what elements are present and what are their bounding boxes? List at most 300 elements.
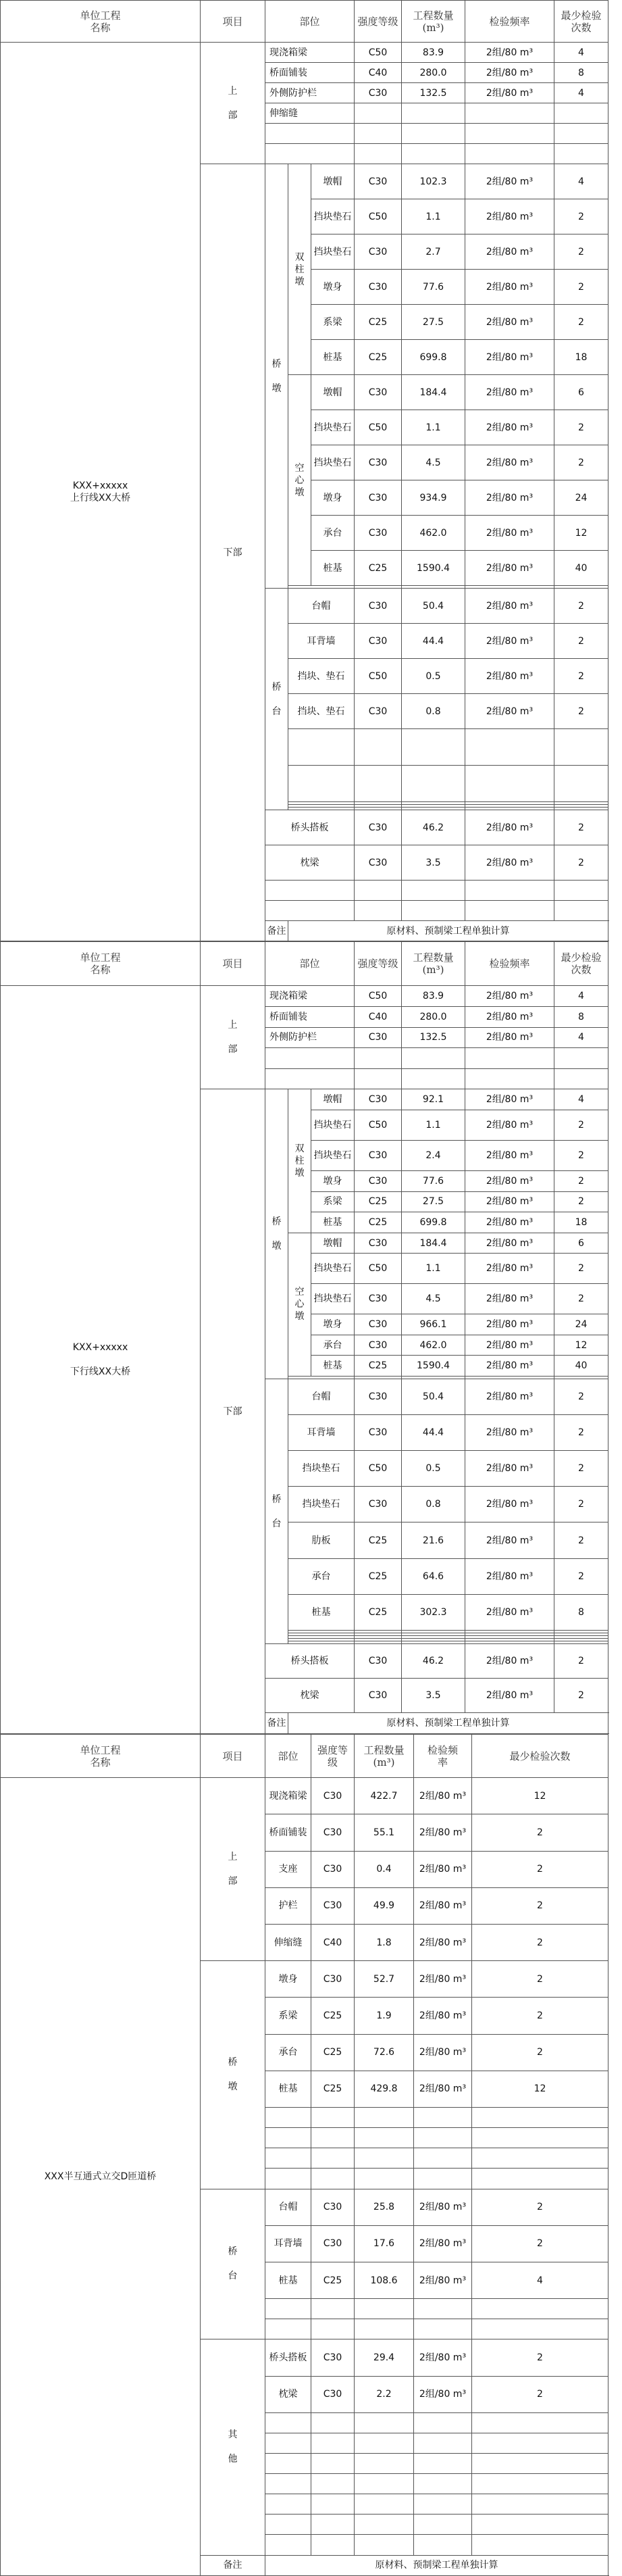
section-lower: 下部 <box>201 164 265 941</box>
min-cell: 2 <box>554 1170 608 1191</box>
qty-cell: 44.4 <box>402 624 465 659</box>
grade-cell: C40 <box>355 63 402 83</box>
min-cell: 2 <box>554 1522 608 1558</box>
section-upper: 上 部 <box>201 43 265 164</box>
freq-cell: 2组/80 m³ <box>465 1140 554 1170</box>
part-cell: 系梁 <box>265 1998 311 2034</box>
empty-cell <box>402 1048 465 1069</box>
qty-cell: 184.4 <box>402 375 465 410</box>
qty-cell: 55.1 <box>355 1814 414 1851</box>
freq-cell: 2组/80 m³ <box>414 2376 472 2412</box>
min-cell: 2 <box>472 2034 608 2071</box>
min-cell: 2 <box>472 1961 608 1998</box>
qty-cell: 77.6 <box>402 1170 465 1191</box>
min-cell: 2 <box>554 234 608 270</box>
min-cell: 2 <box>554 1191 608 1212</box>
grade-cell: C50 <box>355 659 402 694</box>
empty-cell <box>465 1068 554 1089</box>
qty-cell: 0.8 <box>402 1487 465 1522</box>
qty-cell: 0.5 <box>402 659 465 694</box>
part-cell: 伸缩缝 <box>265 1925 311 1961</box>
part-cell: 外侧防护栏 <box>265 1027 355 1048</box>
part-header: 部位 <box>265 1 355 43</box>
grade-cell: C25 <box>355 1594 402 1630</box>
empty-cell <box>355 729 402 766</box>
min-cell: 2 <box>472 2339 608 2376</box>
empty-cell <box>311 2299 355 2319</box>
item-header: 项目 <box>201 942 265 986</box>
part-cell: 桩基 <box>311 1356 355 1377</box>
empty-cell <box>414 2169 472 2189</box>
min-cell: 2 <box>554 1140 608 1170</box>
min-cell: 8 <box>554 63 608 83</box>
min-cell: 40 <box>554 1356 608 1377</box>
qty-cell: 1.1 <box>402 1110 465 1141</box>
empty-cell <box>465 881 554 901</box>
group-double-column: 双 柱 墩 <box>288 164 311 375</box>
min-cell: 2 <box>554 694 608 729</box>
qty-cell: 1.1 <box>402 1254 465 1284</box>
qty-cell: 462.0 <box>402 516 465 551</box>
empty-cell <box>472 2433 608 2453</box>
empty-cell <box>311 2494 355 2515</box>
empty-cell <box>402 766 465 802</box>
empty-cell <box>402 901 465 921</box>
empty-cell <box>414 2515 472 2535</box>
empty-cell <box>355 144 402 164</box>
qty-cell: 699.8 <box>402 1212 465 1233</box>
group-pier: 桥 墩 <box>201 1961 265 2189</box>
min-cell <box>554 103 608 124</box>
qty-cell: 49.9 <box>355 1887 414 1924</box>
part-cell: 承台 <box>311 1335 355 1356</box>
part-cell: 护栏 <box>265 1887 311 1924</box>
frequency-header: 检验频率 <box>465 942 554 986</box>
min-cell: 12 <box>472 1778 608 1814</box>
empty-cell <box>311 2535 355 2555</box>
part-cell: 墩帽 <box>311 164 355 199</box>
freq-cell: 2组/80 m³ <box>414 2225 472 2262</box>
grade-cell: C30 <box>355 164 402 199</box>
part-cell: 台帽 <box>288 589 355 624</box>
empty-cell <box>311 2148 355 2169</box>
freq-cell: 2组/80 m³ <box>465 270 554 305</box>
empty-cell <box>414 2535 472 2555</box>
min-cell: 2 <box>554 624 608 659</box>
min-cell: 24 <box>554 480 608 516</box>
part-cell: 墩帽 <box>311 1233 355 1254</box>
qty-cell: 429.8 <box>355 2071 414 2107</box>
empty-cell <box>265 1048 355 1069</box>
part-cell: 枕梁 <box>265 845 355 881</box>
part-cell: 桥头搭板 <box>265 810 355 845</box>
empty-cell <box>472 2474 608 2494</box>
freq-cell: 2组/80 m³ <box>465 1487 554 1522</box>
qty-cell: 1590.4 <box>402 1356 465 1377</box>
freq-cell: 2组/80 m³ <box>465 810 554 845</box>
freq-cell: 2组/80 m³ <box>465 375 554 410</box>
min-cell: 2 <box>554 1487 608 1522</box>
min-cell: 2 <box>472 1998 608 2034</box>
empty-cell <box>472 2319 608 2339</box>
part-cell: 现浇箱梁 <box>265 43 355 63</box>
min-cell: 2 <box>554 410 608 445</box>
min-cell: 12 <box>554 516 608 551</box>
min-cell: 2 <box>554 659 608 694</box>
empty-cell <box>288 766 355 802</box>
qty-cell: 102.3 <box>402 164 465 199</box>
part-cell: 桥头搭板 <box>265 2339 311 2376</box>
part-cell: 挡块垫石 <box>311 1254 355 1284</box>
empty-cell <box>311 2453 355 2473</box>
qty-cell: 462.0 <box>402 1335 465 1356</box>
part-cell: 现浇箱梁 <box>265 1778 311 1814</box>
note-label: 备注 <box>201 2555 265 2575</box>
part-cell: 墩帽 <box>311 1089 355 1110</box>
part-cell: 肋板 <box>288 1522 355 1558</box>
empty-cell <box>402 881 465 901</box>
empty-cell <box>311 2169 355 2189</box>
empty-cell <box>414 2148 472 2169</box>
empty-cell <box>265 2474 311 2494</box>
part-cell: 挡块垫石 <box>311 234 355 270</box>
freq-cell: 2组/80 m³ <box>414 2262 472 2298</box>
qty-cell: 83.9 <box>402 986 465 1007</box>
empty-cell <box>554 124 608 144</box>
qty-cell: 1590.4 <box>402 551 465 586</box>
part-cell: 承台 <box>288 1558 355 1594</box>
empty-cell <box>355 1048 402 1069</box>
part-cell: 桩基 <box>311 340 355 375</box>
part-cell: 挡块垫石 <box>288 1451 355 1487</box>
table-downline-bridge <box>0 941 608 1734</box>
empty-cell <box>472 2128 608 2148</box>
empty-cell <box>402 729 465 766</box>
group-abutment: 桥 台 <box>201 2189 265 2339</box>
empty-cell <box>355 2453 414 2473</box>
empty-cell <box>414 2494 472 2515</box>
empty-cell <box>355 2128 414 2148</box>
qty-cell: 280.0 <box>402 1006 465 1027</box>
min-cell: 4 <box>554 83 608 103</box>
freq-cell: 2组/80 m³ <box>465 83 554 103</box>
qty-cell: 1.9 <box>355 1998 414 2034</box>
part-cell: 耳背墙 <box>288 1415 355 1451</box>
grade-cell: C30 <box>355 1415 402 1451</box>
empty-cell <box>311 2319 355 2339</box>
empty-cell <box>355 124 402 144</box>
min-cell: 2 <box>472 1887 608 1924</box>
empty-cell <box>554 766 608 802</box>
group-other: 其 他 <box>201 2339 265 2555</box>
qty-cell: 21.6 <box>402 1522 465 1558</box>
part-cell: 挡块垫石 <box>288 1487 355 1522</box>
qty-cell: 280.0 <box>402 63 465 83</box>
empty-cell <box>472 2494 608 2515</box>
grade-cell: C25 <box>355 305 402 340</box>
quantity-header: 工程数量 (m³) <box>402 942 465 986</box>
freq-cell: 2组/80 m³ <box>465 164 554 199</box>
min-cell: 2 <box>554 1415 608 1451</box>
grade-cell: C25 <box>311 1998 355 2034</box>
grade-cell: C30 <box>355 1233 402 1254</box>
part-cell: 承台 <box>311 516 355 551</box>
empty-cell <box>355 2515 414 2535</box>
frequency-header: 检验频率 <box>465 1 554 43</box>
empty-cell <box>355 2494 414 2515</box>
empty-cell <box>265 2494 311 2515</box>
grade-cell: C25 <box>355 1191 402 1212</box>
min-cell: 2 <box>554 845 608 881</box>
grade-cell: C30 <box>311 1814 355 1851</box>
qty-cell: 44.4 <box>402 1415 465 1451</box>
grade-cell: C30 <box>355 1027 402 1048</box>
empty-cell <box>465 766 554 802</box>
freq-cell: 2组/80 m³ <box>465 234 554 270</box>
empty-cell <box>311 2433 355 2453</box>
grade-cell: C30 <box>355 1679 402 1713</box>
table-ramp-bridge <box>0 1734 608 2576</box>
min-cell: 24 <box>554 1314 608 1335</box>
freq-cell: 2组/80 m³ <box>465 340 554 375</box>
freq-cell: 2组/80 m³ <box>414 1851 472 1887</box>
grade-cell: C30 <box>355 83 402 103</box>
empty-cell <box>472 2453 608 2473</box>
freq-cell: 2组/80 m³ <box>465 624 554 659</box>
group-pier: 桥 墩 <box>265 1089 288 1379</box>
min-cell: 2 <box>554 199 608 234</box>
qty-cell: 1.1 <box>402 199 465 234</box>
grade-cell: C30 <box>355 589 402 624</box>
qty-cell: 46.2 <box>402 1644 465 1679</box>
part-cell: 挡块、垫石 <box>288 659 355 694</box>
unit-header: 单位工程 名称 <box>1 1735 201 1778</box>
part-cell: 墩身 <box>311 1314 355 1335</box>
empty-cell <box>465 901 554 921</box>
min-cell: 6 <box>554 375 608 410</box>
section-upper: 上 部 <box>201 986 265 1089</box>
empty-cell <box>472 2169 608 2189</box>
grade-cell: C25 <box>355 1558 402 1594</box>
empty-cell <box>355 2108 414 2128</box>
grade-cell: C30 <box>355 516 402 551</box>
freq-cell: 2组/80 m³ <box>465 1254 554 1284</box>
freq-cell: 2组/80 m³ <box>465 845 554 881</box>
freq-cell: 2组/80 m³ <box>465 63 554 83</box>
min-cell: 2 <box>554 1379 608 1415</box>
part-cell: 挡块垫石 <box>311 410 355 445</box>
grade-cell: C25 <box>311 2262 355 2298</box>
min-tests-header: 最少检验次数 <box>472 1735 608 1778</box>
empty-cell <box>265 2515 311 2535</box>
note-label: 备注 <box>265 1713 288 1734</box>
section-upper: 上 部 <box>201 1778 265 1961</box>
min-cell: 2 <box>472 1814 608 1851</box>
empty-cell <box>265 2169 311 2189</box>
quantity-header: 工程数量 (m³) <box>355 1735 414 1778</box>
grade-cell: C25 <box>355 1212 402 1233</box>
part-cell: 桥面铺装 <box>265 1814 311 1851</box>
empty-cell <box>465 144 554 164</box>
min-cell: 2 <box>554 1284 608 1314</box>
item-header: 项目 <box>201 1735 265 1778</box>
grade-cell: C30 <box>355 234 402 270</box>
qty-cell <box>402 103 465 124</box>
qty-cell: 92.1 <box>402 1089 465 1110</box>
min-cell: 6 <box>554 1233 608 1254</box>
qty-cell: 108.6 <box>355 2262 414 2298</box>
empty-cell <box>472 2108 608 2128</box>
empty-cell <box>355 2319 414 2339</box>
empty-cell <box>265 2453 311 2473</box>
min-cell: 2 <box>554 270 608 305</box>
grade-cell: C50 <box>355 410 402 445</box>
qty-cell: 83.9 <box>402 43 465 63</box>
freq-cell: 2组/80 m³ <box>465 1594 554 1630</box>
empty-cell <box>311 2412 355 2433</box>
grade-cell: C25 <box>355 1356 402 1377</box>
part-cell: 支座 <box>265 1851 311 1887</box>
grade-cell: C30 <box>355 845 402 881</box>
empty-cell <box>311 2128 355 2148</box>
part-cell: 挡块、垫石 <box>288 694 355 729</box>
empty-cell <box>414 2474 472 2494</box>
grade-cell: C30 <box>355 1335 402 1356</box>
min-cell: 4 <box>554 43 608 63</box>
part-cell: 挡块垫石 <box>311 1110 355 1141</box>
qty-cell: 50.4 <box>402 589 465 624</box>
qty-cell: 64.6 <box>402 1558 465 1594</box>
grade-cell: C30 <box>355 1284 402 1314</box>
qty-cell: 77.6 <box>402 270 465 305</box>
empty-cell <box>355 766 402 802</box>
part-cell: 承台 <box>265 2034 311 2071</box>
qty-cell: 934.9 <box>402 480 465 516</box>
qty-cell: 302.3 <box>402 1594 465 1630</box>
freq-cell: 2组/80 m³ <box>465 694 554 729</box>
empty-cell <box>554 901 608 921</box>
qty-cell: 422.7 <box>355 1778 414 1814</box>
empty-cell <box>472 2515 608 2535</box>
min-cell: 4 <box>472 2262 608 2298</box>
grade-cell: C30 <box>355 1170 402 1191</box>
min-cell: 2 <box>554 1254 608 1284</box>
grade-cell: C50 <box>355 1254 402 1284</box>
part-header: 部位 <box>265 942 355 986</box>
freq-cell: 2组/80 m³ <box>465 516 554 551</box>
empty-cell <box>265 901 355 921</box>
qty-cell: 3.5 <box>402 1679 465 1713</box>
grade-cell: C40 <box>311 1925 355 1961</box>
part-cell: 桩基 <box>311 1212 355 1233</box>
min-tests-header: 最少检验 次数 <box>554 942 608 986</box>
qty-cell: 27.5 <box>402 1191 465 1212</box>
qty-cell: 0.8 <box>402 694 465 729</box>
grade-cell: C30 <box>311 1887 355 1924</box>
qty-cell: 72.6 <box>355 2034 414 2071</box>
unit-name: KXX+xxxxx 上行线XX大桥 <box>1 43 201 941</box>
qty-cell: 3.5 <box>402 845 465 881</box>
empty-cell <box>265 2128 311 2148</box>
grade-cell: C25 <box>311 2071 355 2107</box>
grade-cell: C30 <box>355 375 402 410</box>
grade-cell: C50 <box>355 1451 402 1487</box>
grade-cell: C30 <box>355 694 402 729</box>
part-header: 部位 <box>265 1735 311 1778</box>
freq-cell: 2组/80 m³ <box>465 43 554 63</box>
group-abutment: 桥 台 <box>265 1379 288 1644</box>
empty-cell <box>355 2474 414 2494</box>
qty-cell: 184.4 <box>402 1233 465 1254</box>
empty-cell <box>265 2299 311 2319</box>
min-cell: 2 <box>472 1925 608 1961</box>
group-hollow-pier: 空 心 墩 <box>288 375 311 586</box>
min-cell: 8 <box>554 1006 608 1027</box>
qty-cell: 2.4 <box>402 1140 465 1170</box>
part-cell: 枕梁 <box>265 2376 311 2412</box>
empty-cell <box>311 2474 355 2494</box>
grade-header: 强度等 级 <box>311 1735 355 1778</box>
empty-cell <box>402 144 465 164</box>
min-cell: 2 <box>472 1851 608 1887</box>
freq-cell: 2组/80 m³ <box>465 480 554 516</box>
qty-cell: 27.5 <box>402 305 465 340</box>
empty-cell <box>265 124 355 144</box>
min-cell: 2 <box>472 2189 608 2225</box>
part-cell: 墩身 <box>311 480 355 516</box>
empty-cell <box>414 2319 472 2339</box>
grade-cell: C40 <box>355 1006 402 1027</box>
grade-cell: C25 <box>355 551 402 586</box>
grade-cell: C30 <box>355 810 402 845</box>
empty-cell <box>355 901 402 921</box>
min-cell: 4 <box>554 986 608 1007</box>
freq-cell: 2组/80 m³ <box>465 589 554 624</box>
note-label: 备注 <box>265 921 288 941</box>
empty-cell <box>402 1068 465 1089</box>
unit-header: 单位工程 名称 <box>1 942 201 986</box>
empty-cell <box>472 2299 608 2319</box>
part-cell: 现浇箱梁 <box>265 986 355 1007</box>
empty-cell <box>311 2108 355 2128</box>
grade-cell: C30 <box>355 270 402 305</box>
qty-cell: 50.4 <box>402 1379 465 1415</box>
part-cell: 桩基 <box>311 551 355 586</box>
qty-cell: 4.5 <box>402 1284 465 1314</box>
part-cell: 挡块垫石 <box>311 445 355 480</box>
grade-cell: C30 <box>355 1314 402 1335</box>
freq-cell: 2组/80 m³ <box>465 199 554 234</box>
empty-cell <box>414 2433 472 2453</box>
grade-cell: C30 <box>311 2376 355 2412</box>
freq-cell: 2组/80 m³ <box>465 305 554 340</box>
empty-cell <box>554 729 608 766</box>
part-cell: 墩身 <box>265 1961 311 1998</box>
freq-cell: 2组/80 m³ <box>414 2189 472 2225</box>
empty-cell <box>355 2433 414 2453</box>
part-cell: 墩身 <box>311 1170 355 1191</box>
qty-cell: 46.2 <box>402 810 465 845</box>
part-cell: 耳背墙 <box>288 624 355 659</box>
note-text: 原材料、预制梁工程单独计算 <box>288 921 608 941</box>
empty-cell <box>265 2535 311 2555</box>
grade-cell: C25 <box>311 2034 355 2071</box>
freq-cell: 2组/80 m³ <box>465 1335 554 1356</box>
freq-cell: 2组/80 m³ <box>465 1356 554 1377</box>
qty-cell: 52.7 <box>355 1961 414 1998</box>
group-abutment: 桥 台 <box>265 589 288 810</box>
freq-cell: 2组/80 m³ <box>465 1027 554 1048</box>
